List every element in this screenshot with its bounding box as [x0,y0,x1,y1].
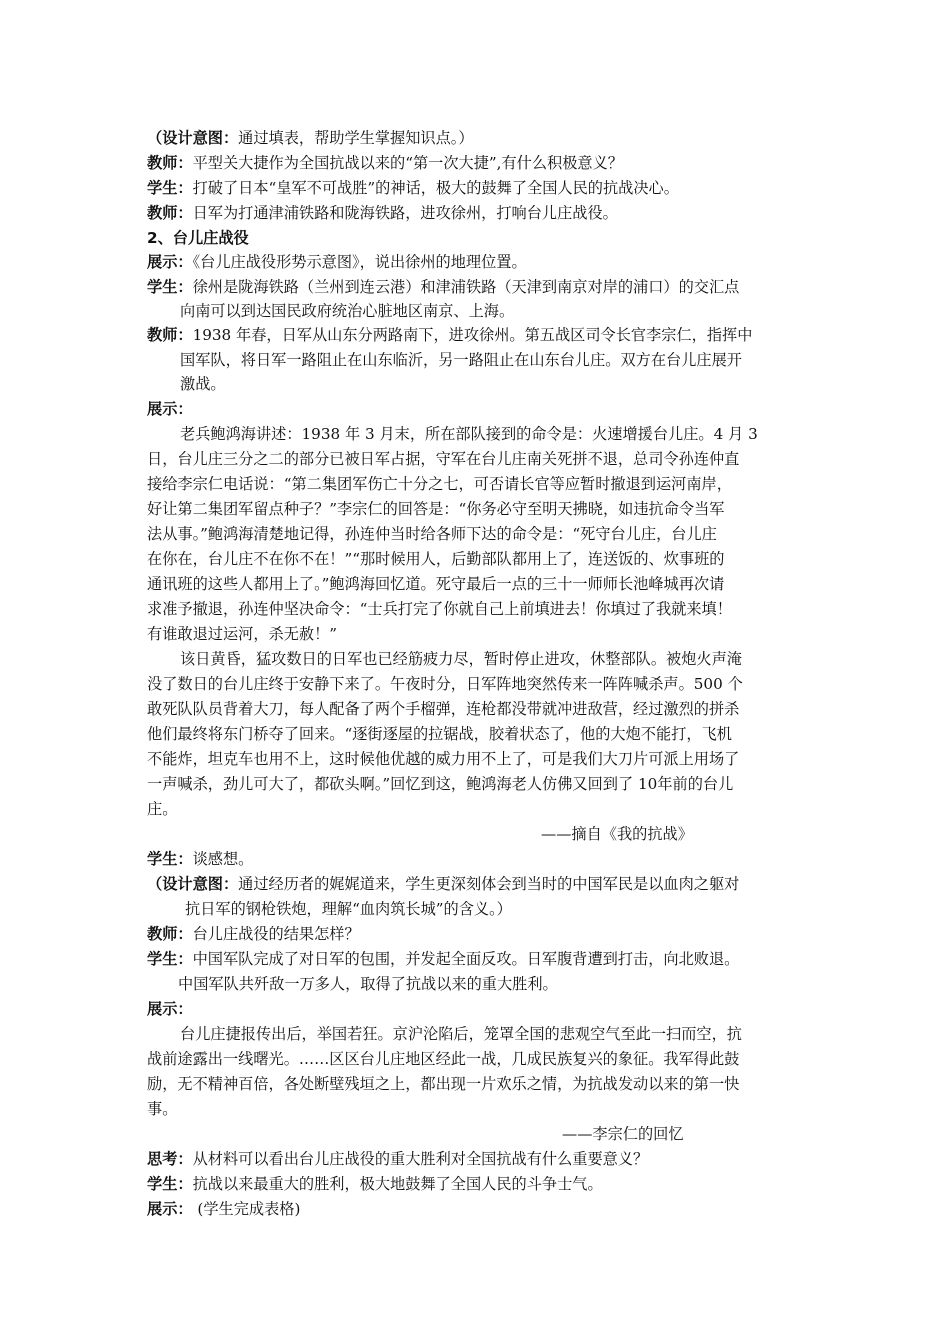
text-line: 向南可以到达国民政府统治心脏地区南京、上海。 [180,302,515,320]
quote-line: 求准予撤退，孙连仲坚决命令：“士兵打完了你就自己上前填进去！你填过了我就来填！ [147,600,732,618]
quote-line: 该日黄昏，猛攻数日的日军也已经筋疲力尽，暂时停止进攻，休整部队。被炮火声淹 [180,650,742,668]
teacher-line: 教师：台儿庄战役的结果怎样？ [147,925,360,943]
display-line: 展示：《台儿庄战役形势示意图》，说出徐州的地理位置。 [147,253,527,271]
quote-line: 法从事。”鲍鸿海清楚地记得，孙连仲当时给各师下达的命令是：“死守台儿庄，台儿庄 [147,525,717,543]
student-line: 学生：徐州是陇海铁路（兰州到连云港）和津浦铁路（天津到南京对岸的浦口）的交汇点 [147,278,740,296]
quote-line: 一声喊杀，劲儿可大了，都砍头啊。”回忆到这，鲍鸿海老人仿佛又回到了 10年前的台儿 [147,775,734,793]
student-line: 学生：中国军队完成了对日军的包围，并发起全面反攻。日军腹背遭到打击，向北败退。 [147,950,740,968]
text-line: 中国军队共歼敌一万多人，取得了抗战以来的重大胜利。 [178,975,558,993]
quote-line: 不能炸，坦克车也用不上，这时候他优越的威力用不上了，可是我们大刀片可派上用场了 [147,750,740,768]
section-heading: 2、台儿庄战役 [147,229,249,247]
text-line: 激战。 [180,375,226,393]
quote-line: 台儿庄捷报传出后，举国若狂。京沪沦陷后，笼罩全国的悲观空气至此一扫而空，抗 [180,1025,742,1043]
text-line: 国军队，将日军一路阻止在山东临沂，另一路阻止在山东台儿庄。双方在台儿庄展开 [180,351,742,369]
source-attribution: ——摘自《我的抗战》 [541,825,693,843]
quote-line: 通讯班的这些人都用上了。”鲍鸿海回忆道。死守最后一点的三十一师师长池峰城再次请 [147,575,725,593]
teacher-line: 教师：日军为打通津浦铁路和陇海铁路，进攻徐州，打响台儿庄战役。 [147,204,618,222]
quote-line: 没了数日的台儿庄终于安静下来了。午夜时分，日军阵地突然传来一阵阵喊杀声。500 个 [147,675,743,693]
design-intent-note: （设计意图：通过填表，帮助学生掌握知识点。） [147,129,474,147]
student-line: 学生：抗战以来最重大的胜利，极大地鼓舞了全国人民的斗争士气。 [147,1175,603,1193]
quote-line: 战前途露出一线曙光。……区区台儿庄地区经此一战，几成民族复兴的象征。我军得此鼓 [147,1050,740,1068]
source-attribution: ——李宗仁的回忆 [562,1125,684,1143]
quote-line: 有谁敢退过运河，杀无赦！” [147,625,338,643]
quote-line: 接给李宗仁电话说：“第二集团军伤亡十分之七，可否请长官等应暂时撤退到运河南岸， [147,475,732,493]
quote-line: 励，无不精神百倍，各处断壁残垣之上，都出现一片欢乐之情，为抗战发动以来的第一快 [147,1075,740,1093]
text-line: 抗日军的钢枪铁炮，理解“血肉筑长城”的含义。） [185,900,512,918]
quote-line: 日，台儿庄三分之二的部分已被日军占据，守军在台儿庄南关死拼不退，总司令孙连仲直 [147,450,740,468]
quote-line: 老兵鲍鸿海讲述：1938 年 3 月末，所在部队接到的命令是：火速增援台儿庄。4 月 3 [180,425,758,443]
display-label: 展示： [147,1000,193,1018]
design-intent-note: （设计意图：通过经历者的娓娓道来，学生更深刻体会到当时的中国军民是以血肉之躯对 [147,875,740,893]
student-line: 学生：打破了日本“皇军不可战胜”的神话，极大的鼓舞了全国人民的抗战决心。 [147,179,679,197]
display-label: 展示： [147,400,193,418]
quote-line: 好让第二集团军留点种子？”李宗仁的回答是：“你务必守至明天拂晓，如违抗命令当军 [147,500,725,518]
quote-line: 敢死队队员背着大刀，每人配备了两个手榴弹，连枪都没带就冲进敌营，经过激烈的拼杀 [147,700,740,718]
quote-line: 他们最终将东门桥夺了回来。“逐街逐屋的拉锯战，胶着状态了，他的大炮不能打，飞机 [147,725,732,743]
teacher-line: 教师：1938 年春，日军从山东分两路南下，进攻徐州。第五战区司令长官李宗仁，指挥中 [147,326,753,344]
quote-line: 事。 [147,1100,178,1118]
think-line: 思考：从材料可以看出台儿庄战役的重大胜利对全国抗战有什么重要意义？ [147,1150,649,1168]
teacher-line: 教师：平型关大捷作为全国抗战以来的“第一次大捷”,有什么积极意义？ [147,154,623,172]
quote-line: 庄。 [147,800,178,818]
student-line: 学生：谈感想。 [147,850,254,868]
display-line: 展示： (学生完成表格) [147,1200,301,1218]
quote-line: 在你在，台儿庄不在你不在！”“那时候用人，后勤部队都用上了，连送饭的、炊事班的 [147,550,725,568]
